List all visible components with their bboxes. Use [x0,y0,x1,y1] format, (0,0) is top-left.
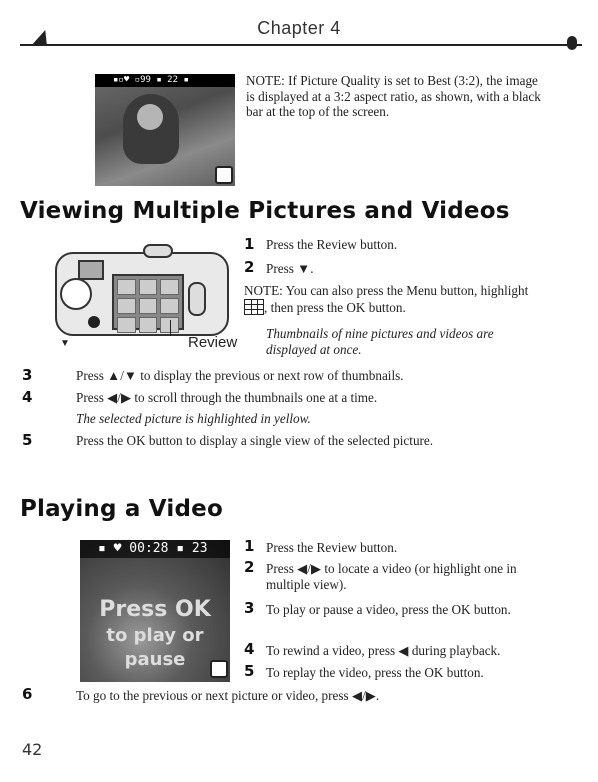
step-text: To play or pause a video, press the OK button. [266,602,511,617]
step-text: To rewind a video, press ◀ during playback. [266,643,501,658]
step-number: 5 [244,662,255,680]
camera-top-button [143,244,173,258]
step-number: 2 [244,258,255,276]
step-number: 1 [244,235,255,253]
review-icon [215,166,233,184]
page-number: 42 [22,740,43,759]
note-best-quality: NOTE: If Picture Quality is set to Best (3:2), the image is displayed at a 3:2 aspect ratio, as shown, with a black bar at the top of the screen. [246,73,541,119]
note-menu-shortcut [244,283,544,315]
step-text: Press the Review button. [266,540,398,555]
review-callout-line [170,320,171,336]
step-text: Press the Review button. [266,237,398,252]
photo-status-bar: ▪▫♥ ▫99 ▪ 22 ▪ [95,74,235,87]
step-number: 6 [22,685,33,703]
step-text: Press ▼. [266,261,314,276]
child-face [137,104,163,130]
video-playback-photo [80,540,230,682]
step-number: 2 [244,558,255,576]
step-number: 3 [244,599,255,617]
best-quality-photo [95,74,235,186]
step-number: 3 [22,366,33,384]
step-text: Press ▲/▼ to display the previous or next row of thumbnails. [76,368,404,383]
step-text: To go to the previous or next picture or video, press ◀/▶. [76,688,380,703]
header-dot-icon [567,36,577,50]
note-thumbnails-result: Thumbnails of nine pictures and videos are displayed at once. [266,326,494,357]
section-title-playing-video: Playing a Video [20,496,223,522]
video-overlay-line1: Press OK [99,597,211,622]
video-overlay-line2: to play or pause [106,625,204,670]
step-text: Press ◀/▶ to locate a video (or highlight one in multiple view). [266,561,517,592]
review-button [88,316,100,328]
step-4-note: The selected picture is highlighted in yellow. [76,411,311,426]
thumbnail-menu-icon [244,299,264,315]
camera-illustration [40,238,238,353]
down-arrow-icon: ▼ [60,338,70,349]
camera-dial [60,278,92,310]
step-text: To replay the video, press the OK button. [266,665,484,680]
camera-lcd [112,274,184,330]
camera-side-button [188,282,206,316]
note-text-before: NOTE: You can also press the Menu button, highlight [244,283,529,298]
review-label: Review [188,334,238,351]
step-number: 4 [244,640,255,658]
camera-viewfinder [78,260,104,280]
video-status-bar: ▪ ♥ 00:28 ▪ 23 [80,540,230,558]
chapter-title: Chapter 4 [257,18,341,38]
header-rule [20,44,582,46]
step-text: Press ◀/▶ to scroll through the thumbnails one at a time. [76,390,378,405]
step-text: Press the OK button to display a single view of the selected picture. [76,433,434,448]
step-number: 5 [22,431,33,449]
note-text-after: , then press the OK button. [264,299,406,315]
step-number: 1 [244,537,255,555]
section-title-viewing-multiple: Viewing Multiple Pictures and Videos [20,198,510,224]
step-number: 4 [22,388,33,406]
review-icon [210,660,228,678]
